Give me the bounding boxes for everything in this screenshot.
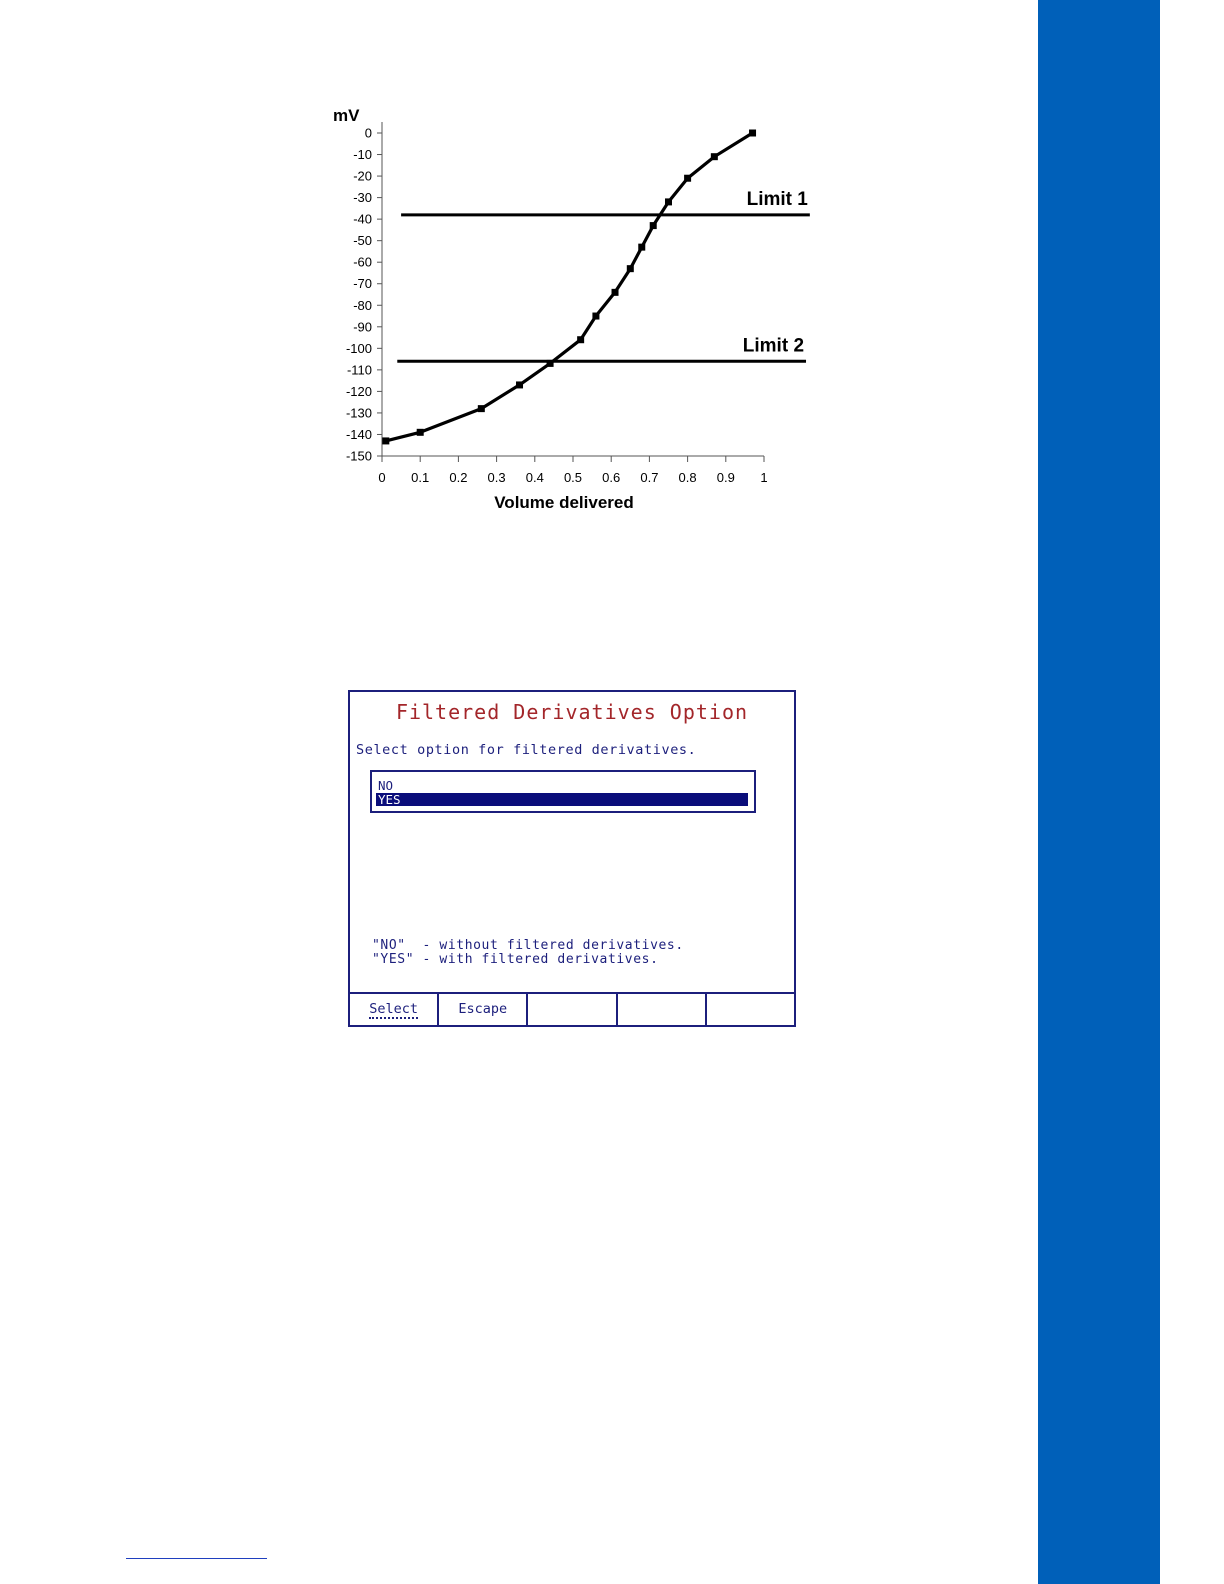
option-list[interactable]: [370, 770, 756, 813]
limit-label-1: Limit 1: [746, 188, 808, 210]
y-tick-label: -100: [345, 340, 372, 356]
softkey-select-label: Select: [369, 1001, 418, 1017]
data-point: [547, 360, 554, 367]
x-tick-label: 0.4: [525, 470, 544, 485]
y-tick-label: -60: [353, 254, 372, 270]
titration-chart: [320, 100, 820, 520]
x-tick-label: 0.5: [563, 470, 583, 485]
x-tick-label: 0.2: [449, 470, 468, 485]
x-tick-label: 0: [378, 470, 386, 485]
softkey-bar: [350, 992, 794, 1025]
softkey-3[interactable]: [528, 994, 617, 1025]
y-tick-label: -30: [353, 190, 372, 206]
data-point: [478, 405, 485, 412]
softkey-4[interactable]: [618, 994, 707, 1025]
y-axis-title: mV: [333, 106, 360, 125]
data-point: [749, 130, 756, 137]
y-tick-label: -130: [345, 405, 372, 421]
x-tick-label: 0.1: [411, 470, 430, 485]
data-point: [711, 153, 718, 160]
y-tick-label: -10: [353, 147, 372, 163]
softkey-5[interactable]: [707, 994, 794, 1025]
side-color-bar: [1038, 0, 1160, 1584]
data-point: [612, 289, 619, 296]
y-tick-label: -50: [353, 233, 372, 249]
dialog-prompt: Select option for filtered derivatives.: [356, 742, 697, 758]
filtered-derivatives-dialog: [348, 690, 796, 1027]
data-point: [684, 175, 691, 182]
x-tick-label: 1: [760, 470, 768, 485]
data-point: [665, 198, 672, 205]
y-tick-label: -80: [353, 297, 372, 313]
y-tick-label: -70: [353, 276, 372, 292]
data-point: [417, 429, 424, 436]
x-tick-label: 0.3: [487, 470, 506, 485]
x-tick-label: 0.6: [602, 470, 621, 485]
softkey-select[interactable]: [350, 994, 439, 1025]
y-tick-label: -140: [345, 426, 372, 442]
data-point: [516, 381, 523, 388]
softkey-escape[interactable]: Escape: [439, 994, 528, 1025]
help-line-no: "NO" - without filtered derivatives.: [372, 938, 684, 953]
data-point: [638, 244, 645, 251]
y-tick-label: -120: [345, 383, 372, 399]
dialog-title: Filtered Derivatives Option: [395, 700, 749, 724]
footnote-rule: [126, 1558, 267, 1559]
x-tick-label: 0.8: [678, 470, 697, 485]
option-no[interactable]: NO: [378, 778, 394, 793]
y-tick-label: -90: [353, 319, 372, 335]
help-line-yes: "YES" - with filtered derivatives.: [372, 952, 659, 967]
y-tick-label: -150: [345, 448, 372, 464]
data-point: [592, 313, 599, 320]
data-point: [650, 222, 657, 229]
data-point: [627, 265, 634, 272]
option-yes-selected[interactable]: YES: [376, 793, 748, 806]
data-point: [577, 336, 584, 343]
y-tick-label: 0: [364, 125, 372, 141]
y-tick-label: -40: [353, 211, 372, 227]
y-tick-label: -20: [353, 168, 372, 184]
data-point: [382, 437, 389, 444]
limit-label-2: Limit 2: [742, 335, 805, 357]
x-tick-label: 0.9: [716, 470, 735, 485]
x-axis-title: Volume delivered: [494, 493, 634, 512]
mv-curve: [386, 133, 753, 441]
x-tick-label: 0.7: [640, 470, 659, 485]
y-tick-label: -110: [346, 362, 372, 378]
